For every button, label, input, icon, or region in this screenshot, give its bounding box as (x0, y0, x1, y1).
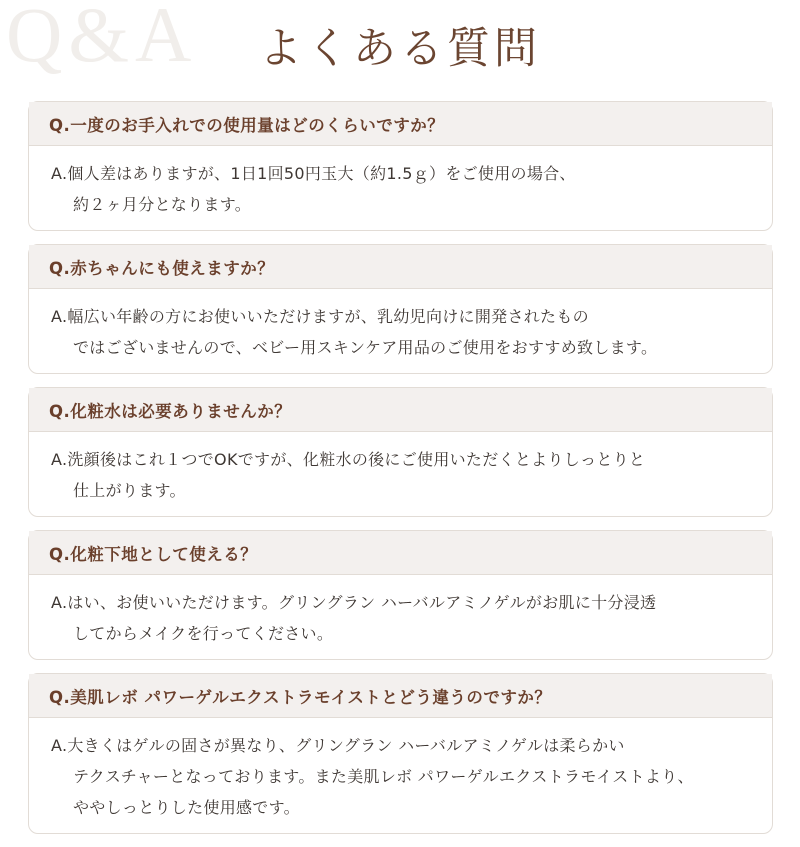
page-title: よくある質問 (259, 24, 541, 74)
answer-line: ではございませんので、ベビー用スキンケア用品のご使用をおすすめ致します。 (73, 338, 658, 357)
faq-list (28, 101, 773, 847)
answer-line: A.大きくはゲルの固さが異なり、グリングラン ハーバルアミノゲルは柔らかい (51, 736, 625, 755)
faq-item (28, 387, 773, 517)
faq-question: Q.化粧水は必要ありませんか？ (29, 388, 772, 432)
answer-line: A.はい、お使いいただけます。グリングラン ハーバルアミノゲルがお肌に十分浸透 (51, 593, 657, 612)
faq-item (28, 244, 773, 374)
faq-question: Q.赤ちゃんにも使えますか？ (29, 245, 772, 289)
answer-line: してからメイクを行ってください。 (73, 624, 334, 643)
answer-line: 約２ヶ月分となります。 (73, 195, 252, 214)
faq-answer (29, 146, 772, 230)
answer-line: A.幅広い年齢の方にお使いいただけますが、乳幼児向けに開発されたもの (51, 307, 589, 326)
faq-question: Q.一度のお手入れでの使用量はどのくらいですか？ (29, 102, 772, 146)
faq-item (28, 673, 773, 834)
faq-question: Q.化粧下地として使える？ (29, 531, 772, 575)
answer-line: 仕上がります。 (73, 481, 186, 500)
faq-item (28, 101, 773, 231)
qa-watermark: Q&A (6, 0, 198, 78)
faq-question: Q.美肌レボ パワーゲルエクストラモイストとどう違うのですか？ (29, 674, 772, 718)
answer-line: A.洗顔後はこれ１つでOKですが、化粧水の後にご使用いただくとよりしっとりと (51, 450, 646, 469)
answer-line: A.個人差はありますが、1日1回50円玉大（約1.5ｇ）をご使用の場合、 (51, 164, 576, 183)
faq-answer (29, 289, 772, 373)
faq-item (28, 530, 773, 660)
faq-answer (29, 575, 772, 659)
answer-line: テクスチャーとなっております。また美肌レボ パワーゲルエクストラモイストより、 (73, 767, 694, 786)
faq-answer (29, 432, 772, 516)
faq-answer (29, 718, 772, 833)
answer-line: ややしっとりした使用感です。 (73, 798, 300, 817)
